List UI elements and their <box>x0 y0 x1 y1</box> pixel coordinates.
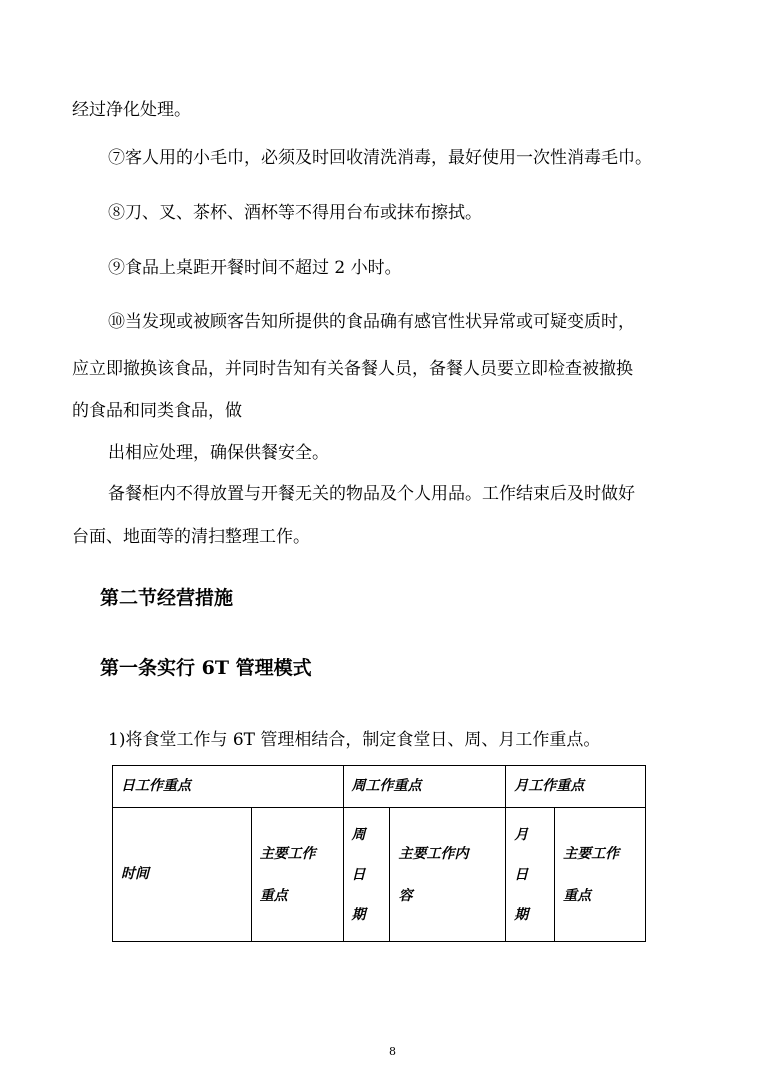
paragraph-line: 应立即撤换该食品，并同时告知有关备餐人员，备餐人员要立即检查被撤换 <box>72 359 633 379</box>
work-focus-table <box>112 765 646 942</box>
header-monthly: 月工作重点 <box>506 766 646 808</box>
cell-time: 时间 <box>113 808 252 942</box>
paragraph-line: ⑦客人用的小毛巾，必须及时回收清洗消毒，最好使用一次性消毒毛巾。 <box>108 148 652 168</box>
paragraph-line: 的食品和同类食品，做 <box>72 401 242 421</box>
article-heading: 第一条实行 6T 管理模式 <box>100 657 312 679</box>
paragraph-line: 台面、地面等的清扫整理工作。 <box>72 527 310 547</box>
header-weekly: 周工作重点 <box>343 766 506 808</box>
cell-weekly-content: 主要工作内 容 <box>390 808 506 942</box>
header-daily: 日工作重点 <box>113 766 344 808</box>
paragraph-line: ⑧刀、叉、茶杯、酒杯等不得用台布或抹布擦拭。 <box>108 203 482 223</box>
paragraph-line: ⑩当发现或被顾客告知所提供的食品确有感官性状异常或可疑变质时， <box>108 312 635 332</box>
paragraph-line: 出相应处理，确保供餐安全。 <box>108 443 329 463</box>
paragraph-line: 经过净化处理。 <box>72 100 191 120</box>
section-heading: 第二节经营措施 <box>100 587 234 609</box>
paragraph-line: ⑨食品上桌距开餐时间不超过 2 小时。 <box>108 258 402 278</box>
page-number: 8 <box>389 1045 396 1058</box>
cell-month-date: 月 日 期 <box>506 808 555 942</box>
intro-text: 1)将食堂工作与 6T 管理相结合，制定食堂日、周、月工作重点。 <box>108 730 601 750</box>
cell-week-date: 周 日 期 <box>343 808 390 942</box>
paragraph-line: 备餐柜内不得放置与开餐无关的物品及个人用品。工作结束后及时做好 <box>108 484 635 504</box>
cell-daily-focus: 主要工作 重点 <box>251 808 343 942</box>
cell-monthly-focus: 主要工作 重点 <box>555 808 646 942</box>
